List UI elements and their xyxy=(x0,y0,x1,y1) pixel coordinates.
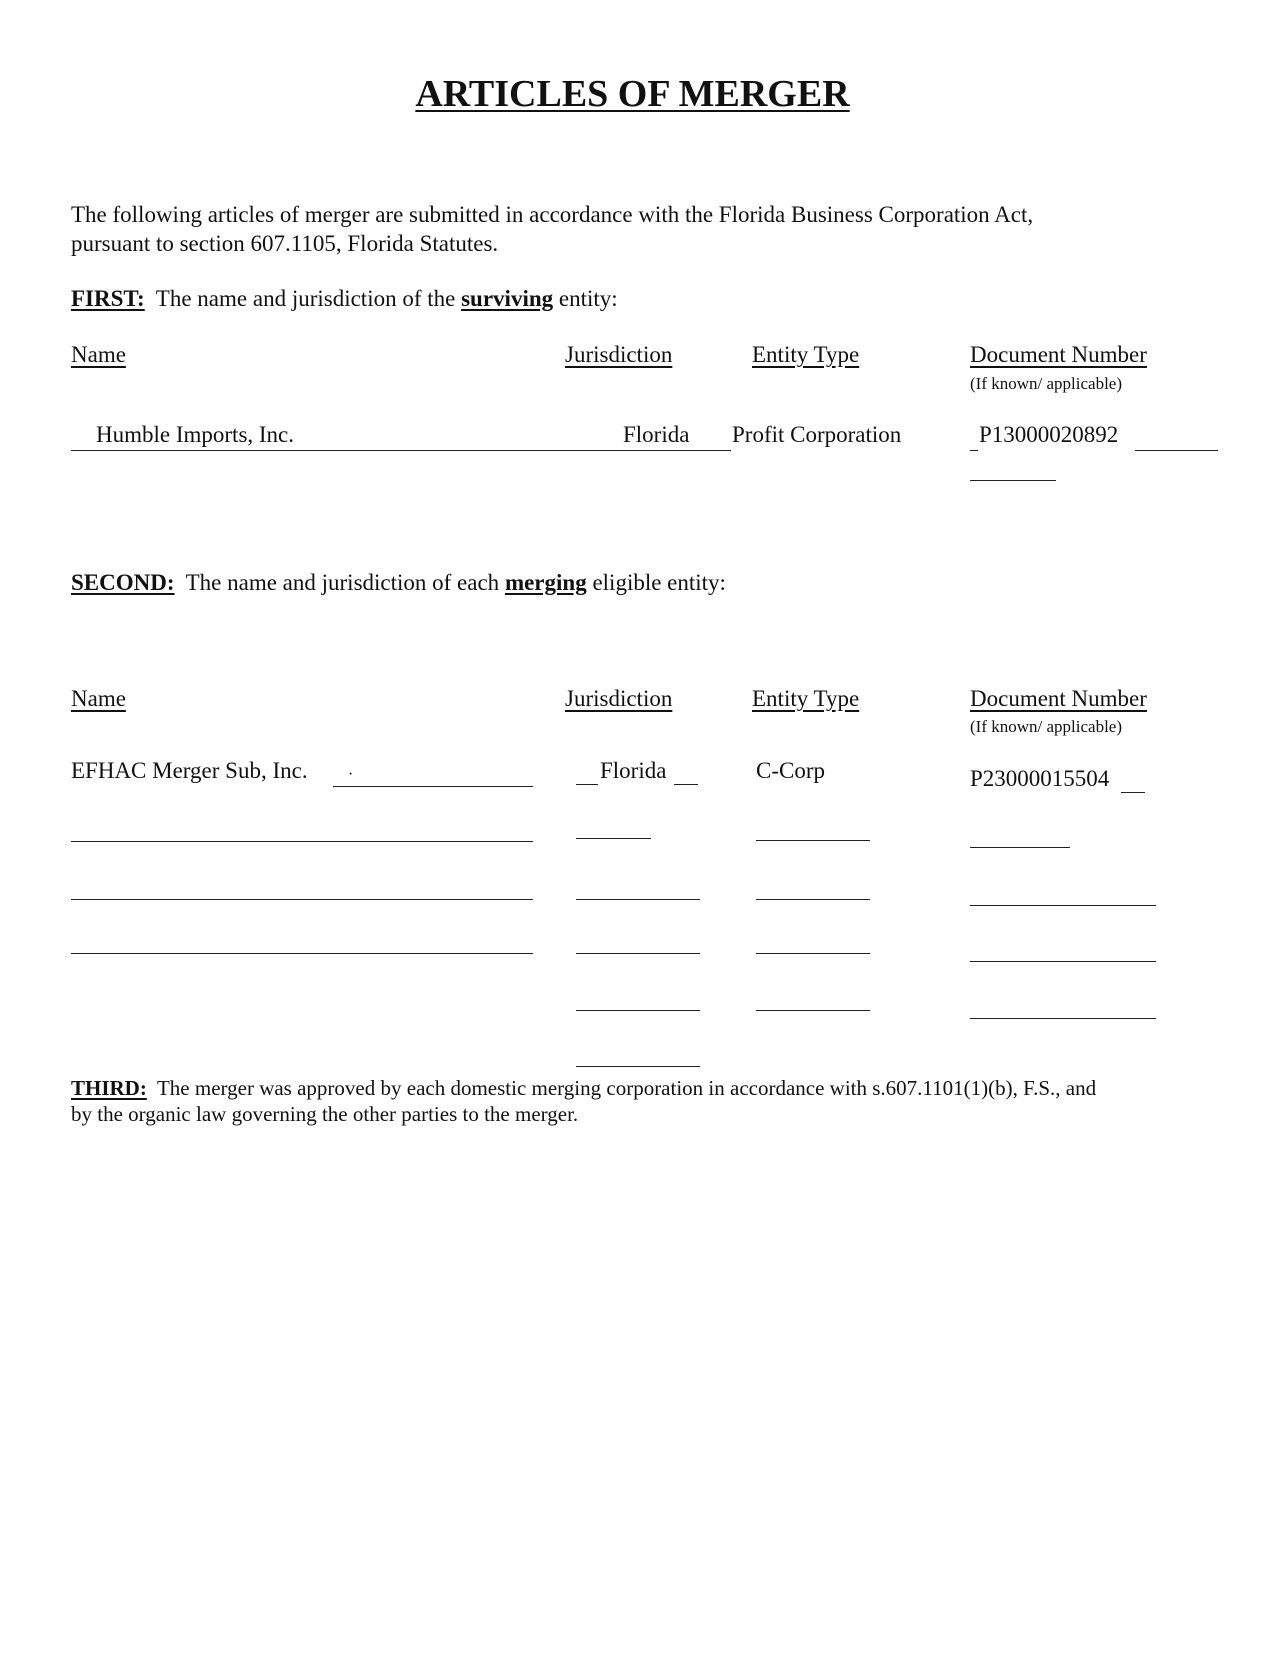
surviving-entity-type: Profit Corporation xyxy=(732,422,902,447)
merging-juris-line-lead xyxy=(576,784,598,785)
surviving-row-line xyxy=(71,450,731,451)
blank-row-3-name xyxy=(71,953,533,954)
blank-row-2-entity xyxy=(756,899,870,900)
first-emphasis: surviving xyxy=(461,286,554,311)
second-emphasis: merging xyxy=(504,570,587,595)
blank-row-4-entity xyxy=(756,1010,870,1011)
blank-row-5-jurisdiction xyxy=(576,1066,700,1067)
merging-document-number: P23000015504 xyxy=(970,766,1110,791)
first-heading xyxy=(71,284,618,313)
col-header-jurisdiction: Jurisdiction xyxy=(565,342,673,367)
blank-row-4-doc xyxy=(970,1018,1156,1019)
blank-row-2-name xyxy=(71,899,533,900)
second-heading xyxy=(71,568,726,597)
surviving-document-number: P13000020892 xyxy=(979,422,1119,447)
surviving-name: Humble Imports, Inc. xyxy=(96,422,295,447)
col-header-entity-type-2: Entity Type xyxy=(752,686,860,711)
third-line-2: by the organic law governing the other parties to the merger. xyxy=(71,1102,579,1126)
blank-row-3-jurisdiction xyxy=(576,953,700,954)
intro-line-2: pursuant to section 607.1105, Florida Statutes. xyxy=(71,231,499,256)
merging-name-line xyxy=(333,786,533,787)
surviving-jurisdiction: Florida xyxy=(623,422,690,447)
blank-row-2-jurisdiction xyxy=(576,899,700,900)
col-header-document-number-2: Document Number xyxy=(970,686,1147,711)
third-line-1 xyxy=(71,1075,1096,1102)
blank-row-1-name xyxy=(71,841,533,842)
third-label: THIRD: xyxy=(71,1076,147,1100)
first-label: FIRST: xyxy=(71,286,145,311)
second-label: SECOND: xyxy=(71,570,175,595)
col-header-document-note-2: (If known/ applicable) xyxy=(970,717,1122,736)
merging-juris-line-trail xyxy=(674,784,698,785)
page-title: ARTICLES OF MERGER xyxy=(415,73,850,115)
col-header-name-2: Name xyxy=(71,686,126,711)
col-header-entity-type: Entity Type xyxy=(752,342,860,367)
merging-name: EFHAC Merger Sub, Inc. xyxy=(71,758,308,783)
blank-row-3-entity xyxy=(756,953,870,954)
blank-row-3-doc xyxy=(970,961,1156,962)
surviving-doc-line-lead xyxy=(970,450,978,451)
first-text-before: The name and jurisdiction of the xyxy=(155,286,456,311)
surviving-doc-line-trail xyxy=(1135,450,1218,451)
blank-row-1-doc xyxy=(970,847,1070,848)
third-text-1: The merger was approved by each domestic merging corporation in accordance with s.607.1101(1)(b), F.S., and xyxy=(156,1076,1097,1100)
col-header-document-note: (If known/ applicable) xyxy=(970,374,1122,393)
first-text-after: entity: xyxy=(558,286,618,311)
col-header-jurisdiction-2: Jurisdiction xyxy=(565,686,673,711)
surviving-doc-extra-line xyxy=(970,480,1056,481)
col-header-document-number: Document Number xyxy=(970,342,1147,367)
second-text-before: The name and jurisdiction of each xyxy=(185,570,500,595)
col-header-name: Name xyxy=(71,342,126,367)
blank-row-1-entity xyxy=(756,840,870,841)
intro-line-1: The following articles of merger are submitted in accordance with the Florida Business Corporation Act, xyxy=(71,202,1034,227)
blank-row-4-jurisdiction xyxy=(576,1010,700,1011)
blank-row-2-doc xyxy=(970,905,1156,906)
merging-doc-line-trail xyxy=(1121,792,1145,793)
merging-entity-type: C-Corp xyxy=(756,758,825,783)
blank-row-1-jurisdiction xyxy=(576,838,651,839)
merging-jurisdiction: Florida xyxy=(600,758,667,783)
stray-mark: · xyxy=(348,766,354,783)
second-text-after: eligible entity: xyxy=(592,570,726,595)
